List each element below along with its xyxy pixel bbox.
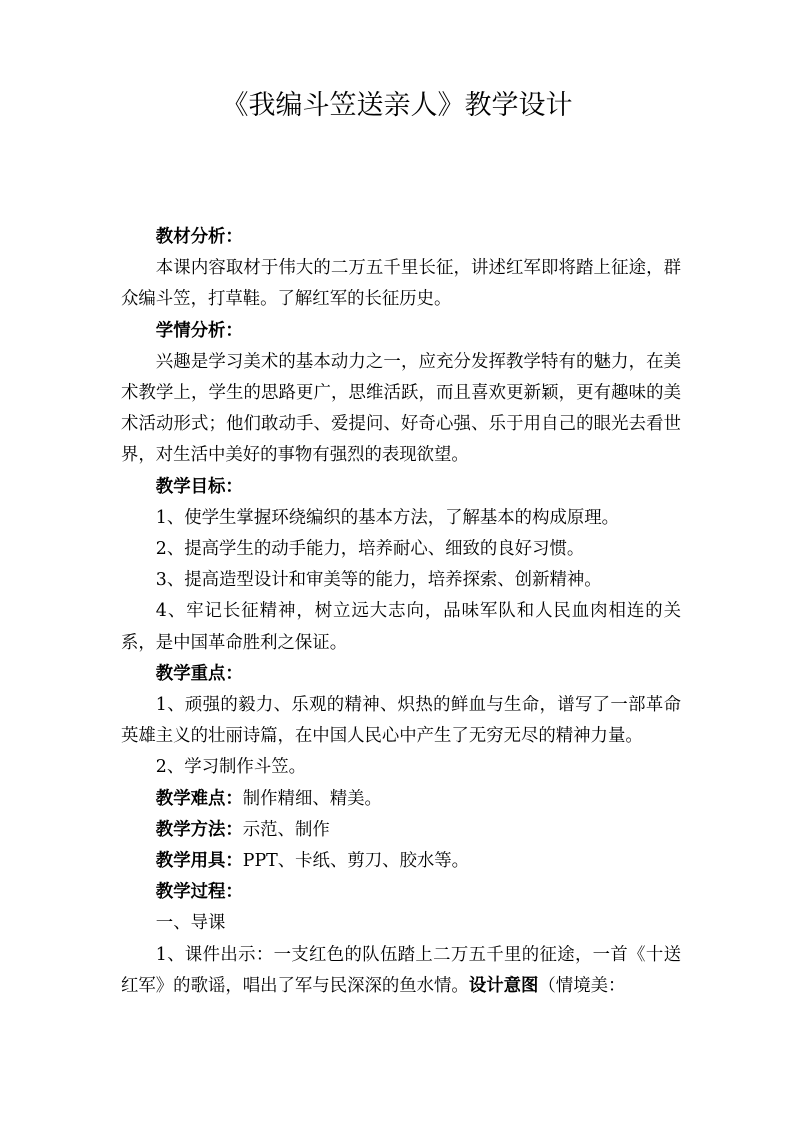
process-step-title: 一、导课 xyxy=(155,913,226,934)
process-heading: 教学过程： xyxy=(155,882,243,903)
methods-label: 教学方法： xyxy=(155,819,243,840)
methods-value: 示范、制作 xyxy=(242,819,330,840)
tools-line xyxy=(121,846,681,877)
document-title: 《我编斗笠送亲人》教学设计 xyxy=(221,90,573,121)
key-point-item: 2、学习制作斗笠。 xyxy=(155,757,306,778)
tools-value: PPT、卡纸、剪刀、胶水等。 xyxy=(242,851,470,872)
tools-label: 教学用具： xyxy=(155,851,243,872)
teaching-goal-item: 2、提高学生的动手能力，培养耐心、细致的良好习惯。 xyxy=(155,539,585,560)
process-step-text xyxy=(121,940,681,1002)
difficulty-value: 制作精细、精美。 xyxy=(242,788,382,809)
difficulty-line xyxy=(121,784,681,815)
design-intent-label: 设计意图 xyxy=(468,975,539,996)
material-analysis-text: 本课内容取材于伟大的二万五千里长征，讲述红军即将踏上征途，群众编斗笠，打草鞋。了解红军的长征历史。 xyxy=(121,258,681,310)
student-analysis-heading: 学情分析： xyxy=(155,320,243,341)
student-analysis-text: 兴趣是学习美术的基本动力之一，应充分发挥教学特有的魅力，在美术教学上，学生的思路更广，思维活跃，而且喜欢更新颖，更有趣味的美术活动形式；他们敢动手、爱提问、好奇心强、乐于用自己的眼光去看世界，对生活中美好的事物有强烈的表现欲望。 xyxy=(121,351,681,466)
difficulty-label: 教学难点： xyxy=(155,788,243,809)
teaching-goal-item: 3、提高造型设计和审美等的能力，培养探索、创新精神。 xyxy=(155,570,602,591)
teaching-goal-item: 4、牢记长征精神，树立远大志向，品味军队和人民血肉相连的关系，是中国革命胜利之保证。 xyxy=(121,601,681,653)
key-points-heading: 教学重点： xyxy=(155,663,243,684)
teaching-goal-item: 1、使学生掌握环绕编织的基本方法，了解基本的构成原理。 xyxy=(155,507,620,528)
design-intent-text: （情境美： xyxy=(538,975,626,996)
material-analysis-heading: 教材分析： xyxy=(155,227,243,247)
process-step-body: 1、课件出示：一支红色的队伍踏上二万五千里的征途，一首《十送红军》的歌谣，唱出了军与民深深的鱼水情。 xyxy=(121,944,681,996)
teaching-goals-heading: 教学目标： xyxy=(155,476,243,497)
document-body xyxy=(121,222,681,1002)
methods-line xyxy=(121,815,681,846)
key-point-item: 1、顽强的毅力、乐观的精神、炽热的鲜血与生命，谱写了一部革命英雄主义的壮丽诗篇，在中国人民心中产生了无穷无尽的精神力量。 xyxy=(121,695,681,747)
